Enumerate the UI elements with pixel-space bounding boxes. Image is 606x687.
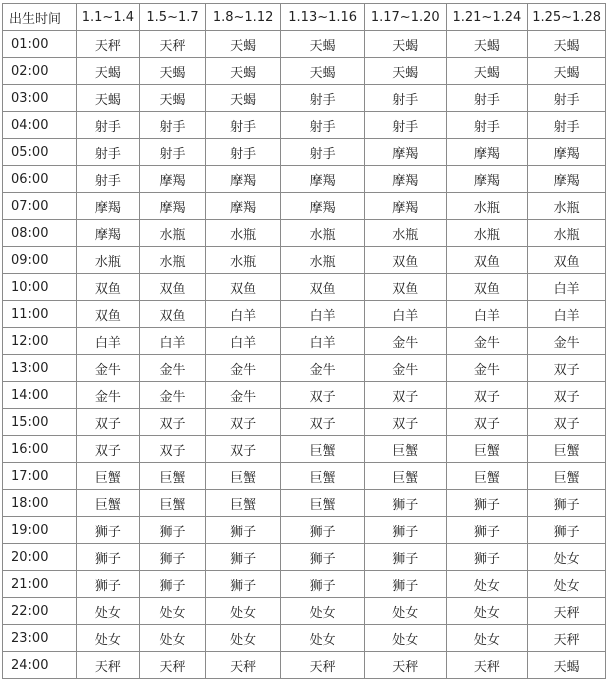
table-row <box>3 652 606 679</box>
zodiac-sign-cell: 天蝎 <box>281 58 365 85</box>
zodiac-sign-cell: 巨蟹 <box>205 463 281 490</box>
zodiac-sign-cell: 处女 <box>281 598 365 625</box>
zodiac-sign-cell: 双鱼 <box>140 274 206 301</box>
zodiac-sign-cell: 双子 <box>205 436 281 463</box>
zodiac-sign-cell: 天蝎 <box>364 58 446 85</box>
zodiac-sign-cell: 摩羯 <box>528 166 606 193</box>
table-row <box>3 490 606 517</box>
zodiac-sign-cell: 双子 <box>76 409 140 436</box>
zodiac-sign-cell: 射手 <box>76 139 140 166</box>
zodiac-sign-cell: 双鱼 <box>446 247 528 274</box>
zodiac-sign-cell: 天蝎 <box>528 58 606 85</box>
zodiac-sign-cell: 摩羯 <box>76 193 140 220</box>
zodiac-sign-cell: 双鱼 <box>364 247 446 274</box>
zodiac-sign-cell: 摩羯 <box>364 139 446 166</box>
zodiac-sign-cell: 摩羯 <box>281 193 365 220</box>
birth-time-cell: 20:00 <box>3 544 77 571</box>
zodiac-sign-cell: 摩羯 <box>528 139 606 166</box>
birth-time-cell: 13:00 <box>3 355 77 382</box>
birth-time-cell: 09:00 <box>3 247 77 274</box>
zodiac-sign-cell: 巨蟹 <box>364 436 446 463</box>
birth-time-cell: 12:00 <box>3 328 77 355</box>
zodiac-sign-cell: 巨蟹 <box>364 463 446 490</box>
table-row <box>3 544 606 571</box>
table-row <box>3 301 606 328</box>
zodiac-sign-cell: 金牛 <box>140 355 206 382</box>
zodiac-sign-cell: 处女 <box>446 598 528 625</box>
birth-time-cell: 11:00 <box>3 301 77 328</box>
zodiac-sign-cell: 狮子 <box>446 517 528 544</box>
table-row <box>3 625 606 652</box>
zodiac-sign-cell: 水瓶 <box>140 220 206 247</box>
zodiac-sign-cell: 射手 <box>76 166 140 193</box>
birth-time-cell: 06:00 <box>3 166 77 193</box>
zodiac-sign-cell: 狮子 <box>364 490 446 517</box>
zodiac-sign-cell: 水瓶 <box>281 220 365 247</box>
birth-time-cell: 16:00 <box>3 436 77 463</box>
zodiac-sign-cell: 金牛 <box>446 328 528 355</box>
zodiac-sign-cell: 巨蟹 <box>76 490 140 517</box>
table-row <box>3 409 606 436</box>
zodiac-sign-cell: 射手 <box>364 112 446 139</box>
zodiac-sign-cell: 狮子 <box>140 544 206 571</box>
table-row <box>3 166 606 193</box>
zodiac-sign-cell: 狮子 <box>364 544 446 571</box>
zodiac-sign-cell: 天蝎 <box>205 85 281 112</box>
zodiac-sign-cell: 水瓶 <box>281 247 365 274</box>
zodiac-sign-cell: 天秤 <box>528 598 606 625</box>
table-row <box>3 85 606 112</box>
birth-time-cell: 07:00 <box>3 193 77 220</box>
zodiac-sign-cell: 双子 <box>76 436 140 463</box>
birth-time-cell: 05:00 <box>3 139 77 166</box>
zodiac-sign-cell: 巨蟹 <box>446 463 528 490</box>
birth-time-cell: 23:00 <box>3 625 77 652</box>
zodiac-sign-cell: 巨蟹 <box>140 463 206 490</box>
zodiac-sign-cell: 处女 <box>528 571 606 598</box>
table-row <box>3 274 606 301</box>
zodiac-sign-cell: 摩羯 <box>140 166 206 193</box>
header-date-range: 1.5~1.7 <box>140 4 206 31</box>
zodiac-sign-cell: 处女 <box>205 598 281 625</box>
zodiac-sign-cell: 处女 <box>140 598 206 625</box>
zodiac-sign-cell: 水瓶 <box>528 193 606 220</box>
zodiac-sign-cell: 白羊 <box>205 301 281 328</box>
table-row <box>3 58 606 85</box>
zodiac-sign-cell: 金牛 <box>364 328 446 355</box>
zodiac-sign-cell: 射手 <box>528 85 606 112</box>
zodiac-sign-cell: 金牛 <box>281 355 365 382</box>
zodiac-sign-cell: 白羊 <box>76 328 140 355</box>
zodiac-sign-cell: 射手 <box>364 85 446 112</box>
zodiac-sign-cell: 狮子 <box>364 517 446 544</box>
zodiac-sign-cell: 双子 <box>140 409 206 436</box>
table-row <box>3 382 606 409</box>
header-date-range: 1.17~1.20 <box>364 4 446 31</box>
zodiac-sign-cell: 双子 <box>364 409 446 436</box>
zodiac-sign-cell: 射手 <box>446 112 528 139</box>
table-row <box>3 517 606 544</box>
zodiac-sign-cell: 天秤 <box>76 652 140 679</box>
zodiac-sign-cell: 白羊 <box>364 301 446 328</box>
zodiac-sign-cell: 处女 <box>205 625 281 652</box>
zodiac-sign-cell: 巨蟹 <box>281 463 365 490</box>
zodiac-sign-cell: 水瓶 <box>446 220 528 247</box>
zodiac-sign-cell: 狮子 <box>281 544 365 571</box>
zodiac-sign-cell: 金牛 <box>205 382 281 409</box>
zodiac-sign-cell: 巨蟹 <box>528 436 606 463</box>
zodiac-sign-cell: 狮子 <box>528 490 606 517</box>
zodiac-sign-cell: 处女 <box>446 625 528 652</box>
birth-time-cell: 18:00 <box>3 490 77 517</box>
zodiac-sign-cell: 双子 <box>528 355 606 382</box>
zodiac-sign-cell: 射手 <box>205 139 281 166</box>
zodiac-sign-cell: 双子 <box>446 382 528 409</box>
zodiac-sign-cell: 水瓶 <box>528 220 606 247</box>
zodiac-sign-cell: 白羊 <box>281 328 365 355</box>
zodiac-sign-cell: 天蝎 <box>205 58 281 85</box>
zodiac-sign-cell: 天秤 <box>528 625 606 652</box>
zodiac-sign-cell: 双鱼 <box>140 301 206 328</box>
zodiac-sign-cell: 天秤 <box>364 652 446 679</box>
header-row <box>3 4 606 31</box>
zodiac-sign-cell: 双鱼 <box>281 274 365 301</box>
zodiac-sign-cell: 摩羯 <box>76 220 140 247</box>
table-row <box>3 328 606 355</box>
zodiac-sign-cell: 射手 <box>281 85 365 112</box>
birth-time-cell: 17:00 <box>3 463 77 490</box>
zodiac-sign-cell: 双鱼 <box>76 301 140 328</box>
zodiac-sign-cell: 水瓶 <box>364 220 446 247</box>
zodiac-sign-cell: 射手 <box>281 139 365 166</box>
zodiac-sign-cell: 摩羯 <box>140 193 206 220</box>
zodiac-sign-cell: 双子 <box>205 409 281 436</box>
birth-time-cell: 08:00 <box>3 220 77 247</box>
zodiac-sign-cell: 处女 <box>76 598 140 625</box>
header-date-range: 1.21~1.24 <box>446 4 528 31</box>
zodiac-sign-cell: 处女 <box>281 625 365 652</box>
zodiac-sign-cell: 狮子 <box>140 517 206 544</box>
zodiac-sign-cell: 金牛 <box>140 382 206 409</box>
header-date-range: 1.8~1.12 <box>205 4 281 31</box>
birth-time-cell: 19:00 <box>3 517 77 544</box>
zodiac-sign-cell: 摩羯 <box>364 193 446 220</box>
zodiac-sign-cell: 双子 <box>528 382 606 409</box>
table-row <box>3 598 606 625</box>
zodiac-sign-cell: 天蝎 <box>446 58 528 85</box>
zodiac-sign-cell: 天秤 <box>76 31 140 58</box>
zodiac-sign-cell: 射手 <box>140 112 206 139</box>
zodiac-sign-cell: 金牛 <box>76 382 140 409</box>
zodiac-sign-cell: 巨蟹 <box>281 436 365 463</box>
zodiac-sign-cell: 天秤 <box>140 31 206 58</box>
birth-time-cell: 24:00 <box>3 652 77 679</box>
zodiac-sign-cell: 狮子 <box>76 517 140 544</box>
zodiac-sign-cell: 白羊 <box>446 301 528 328</box>
table-row <box>3 436 606 463</box>
zodiac-sign-cell: 处女 <box>364 625 446 652</box>
zodiac-sign-cell: 处女 <box>446 571 528 598</box>
zodiac-sign-cell: 处女 <box>364 598 446 625</box>
zodiac-sign-cell: 狮子 <box>281 517 365 544</box>
zodiac-sign-cell: 水瓶 <box>205 220 281 247</box>
birth-time-cell: 03:00 <box>3 85 77 112</box>
table-row <box>3 571 606 598</box>
zodiac-sign-cell: 双子 <box>140 436 206 463</box>
zodiac-sign-cell: 双子 <box>528 409 606 436</box>
zodiac-sign-cell: 摩羯 <box>281 166 365 193</box>
zodiac-sign-cell: 射手 <box>140 139 206 166</box>
zodiac-sign-cell: 双鱼 <box>205 274 281 301</box>
zodiac-sign-cell: 金牛 <box>528 328 606 355</box>
zodiac-sign-cell: 巨蟹 <box>281 490 365 517</box>
zodiac-sign-cell: 双鱼 <box>528 247 606 274</box>
zodiac-sign-cell: 狮子 <box>205 571 281 598</box>
zodiac-sign-cell: 天蝎 <box>364 31 446 58</box>
table-row <box>3 193 606 220</box>
zodiac-sign-cell: 狮子 <box>446 490 528 517</box>
table-row <box>3 463 606 490</box>
zodiac-sign-cell: 白羊 <box>140 328 206 355</box>
zodiac-sign-cell: 摩羯 <box>446 166 528 193</box>
zodiac-sign-cell: 天蝎 <box>140 85 206 112</box>
zodiac-sign-cell: 白羊 <box>528 301 606 328</box>
zodiac-sign-cell: 射手 <box>281 112 365 139</box>
zodiac-sign-cell: 天秤 <box>446 652 528 679</box>
zodiac-sign-cell: 处女 <box>76 625 140 652</box>
zodiac-sign-cell: 狮子 <box>205 544 281 571</box>
zodiac-sign-cell: 射手 <box>446 85 528 112</box>
zodiac-sign-cell: 狮子 <box>140 571 206 598</box>
zodiac-sign-cell: 白羊 <box>205 328 281 355</box>
zodiac-sign-cell: 天蝎 <box>76 58 140 85</box>
zodiac-sign-cell: 天蝎 <box>528 652 606 679</box>
zodiac-sign-cell: 天秤 <box>140 652 206 679</box>
zodiac-sign-cell: 金牛 <box>205 355 281 382</box>
zodiac-sign-cell: 双子 <box>446 409 528 436</box>
birth-time-cell: 02:00 <box>3 58 77 85</box>
header-birth-time: 出生时间 <box>3 4 77 31</box>
zodiac-sign-cell: 双鱼 <box>446 274 528 301</box>
zodiac-sign-cell: 金牛 <box>446 355 528 382</box>
zodiac-sign-cell: 射手 <box>76 112 140 139</box>
zodiac-sign-cell: 巨蟹 <box>140 490 206 517</box>
zodiac-sign-cell: 巨蟹 <box>528 463 606 490</box>
birth-time-cell: 22:00 <box>3 598 77 625</box>
zodiac-sign-cell: 巨蟹 <box>205 490 281 517</box>
zodiac-sign-cell: 天秤 <box>281 652 365 679</box>
table-row <box>3 139 606 166</box>
birth-time-cell: 14:00 <box>3 382 77 409</box>
zodiac-sign-cell: 摩羯 <box>446 139 528 166</box>
zodiac-sign-cell: 狮子 <box>528 517 606 544</box>
zodiac-sign-cell: 狮子 <box>76 571 140 598</box>
zodiac-sign-cell: 水瓶 <box>446 193 528 220</box>
zodiac-sign-cell: 狮子 <box>446 544 528 571</box>
table-body <box>3 31 606 679</box>
zodiac-birth-time-table <box>2 3 606 679</box>
table-header <box>3 4 606 31</box>
header-date-range: 1.25~1.28 <box>528 4 606 31</box>
zodiac-sign-cell: 双子 <box>281 409 365 436</box>
birth-time-cell: 04:00 <box>3 112 77 139</box>
zodiac-sign-cell: 摩羯 <box>205 193 281 220</box>
zodiac-sign-cell: 天蝎 <box>281 31 365 58</box>
zodiac-sign-cell: 金牛 <box>364 355 446 382</box>
table-row <box>3 247 606 274</box>
zodiac-sign-cell: 射手 <box>205 112 281 139</box>
zodiac-sign-cell: 天蝎 <box>205 31 281 58</box>
zodiac-sign-cell: 双子 <box>364 382 446 409</box>
zodiac-sign-cell: 天蝎 <box>528 31 606 58</box>
zodiac-sign-cell: 水瓶 <box>76 247 140 274</box>
zodiac-sign-cell: 摩羯 <box>205 166 281 193</box>
zodiac-sign-cell: 水瓶 <box>140 247 206 274</box>
zodiac-sign-cell: 天蝎 <box>446 31 528 58</box>
zodiac-sign-cell: 摩羯 <box>364 166 446 193</box>
zodiac-sign-cell: 射手 <box>528 112 606 139</box>
zodiac-sign-cell: 处女 <box>140 625 206 652</box>
header-date-range: 1.13~1.16 <box>281 4 365 31</box>
zodiac-sign-cell: 双鱼 <box>364 274 446 301</box>
zodiac-sign-cell: 双鱼 <box>76 274 140 301</box>
zodiac-sign-cell: 狮子 <box>364 571 446 598</box>
zodiac-table-wrapper <box>2 3 606 679</box>
zodiac-sign-cell: 白羊 <box>281 301 365 328</box>
zodiac-sign-cell: 巨蟹 <box>76 463 140 490</box>
zodiac-sign-cell: 狮子 <box>205 517 281 544</box>
table-row <box>3 31 606 58</box>
zodiac-sign-cell: 金牛 <box>76 355 140 382</box>
birth-time-cell: 01:00 <box>3 31 77 58</box>
table-row <box>3 220 606 247</box>
zodiac-sign-cell: 处女 <box>528 544 606 571</box>
birth-time-cell: 10:00 <box>3 274 77 301</box>
zodiac-sign-cell: 天蝎 <box>76 85 140 112</box>
table-row <box>3 355 606 382</box>
birth-time-cell: 15:00 <box>3 409 77 436</box>
zodiac-sign-cell: 天秤 <box>205 652 281 679</box>
zodiac-sign-cell: 双子 <box>281 382 365 409</box>
header-date-range: 1.1~1.4 <box>76 4 140 31</box>
birth-time-cell: 21:00 <box>3 571 77 598</box>
zodiac-sign-cell: 巨蟹 <box>446 436 528 463</box>
table-row <box>3 112 606 139</box>
zodiac-sign-cell: 白羊 <box>528 274 606 301</box>
zodiac-sign-cell: 水瓶 <box>205 247 281 274</box>
zodiac-sign-cell: 狮子 <box>76 544 140 571</box>
zodiac-sign-cell: 天蝎 <box>140 58 206 85</box>
zodiac-sign-cell: 狮子 <box>281 571 365 598</box>
